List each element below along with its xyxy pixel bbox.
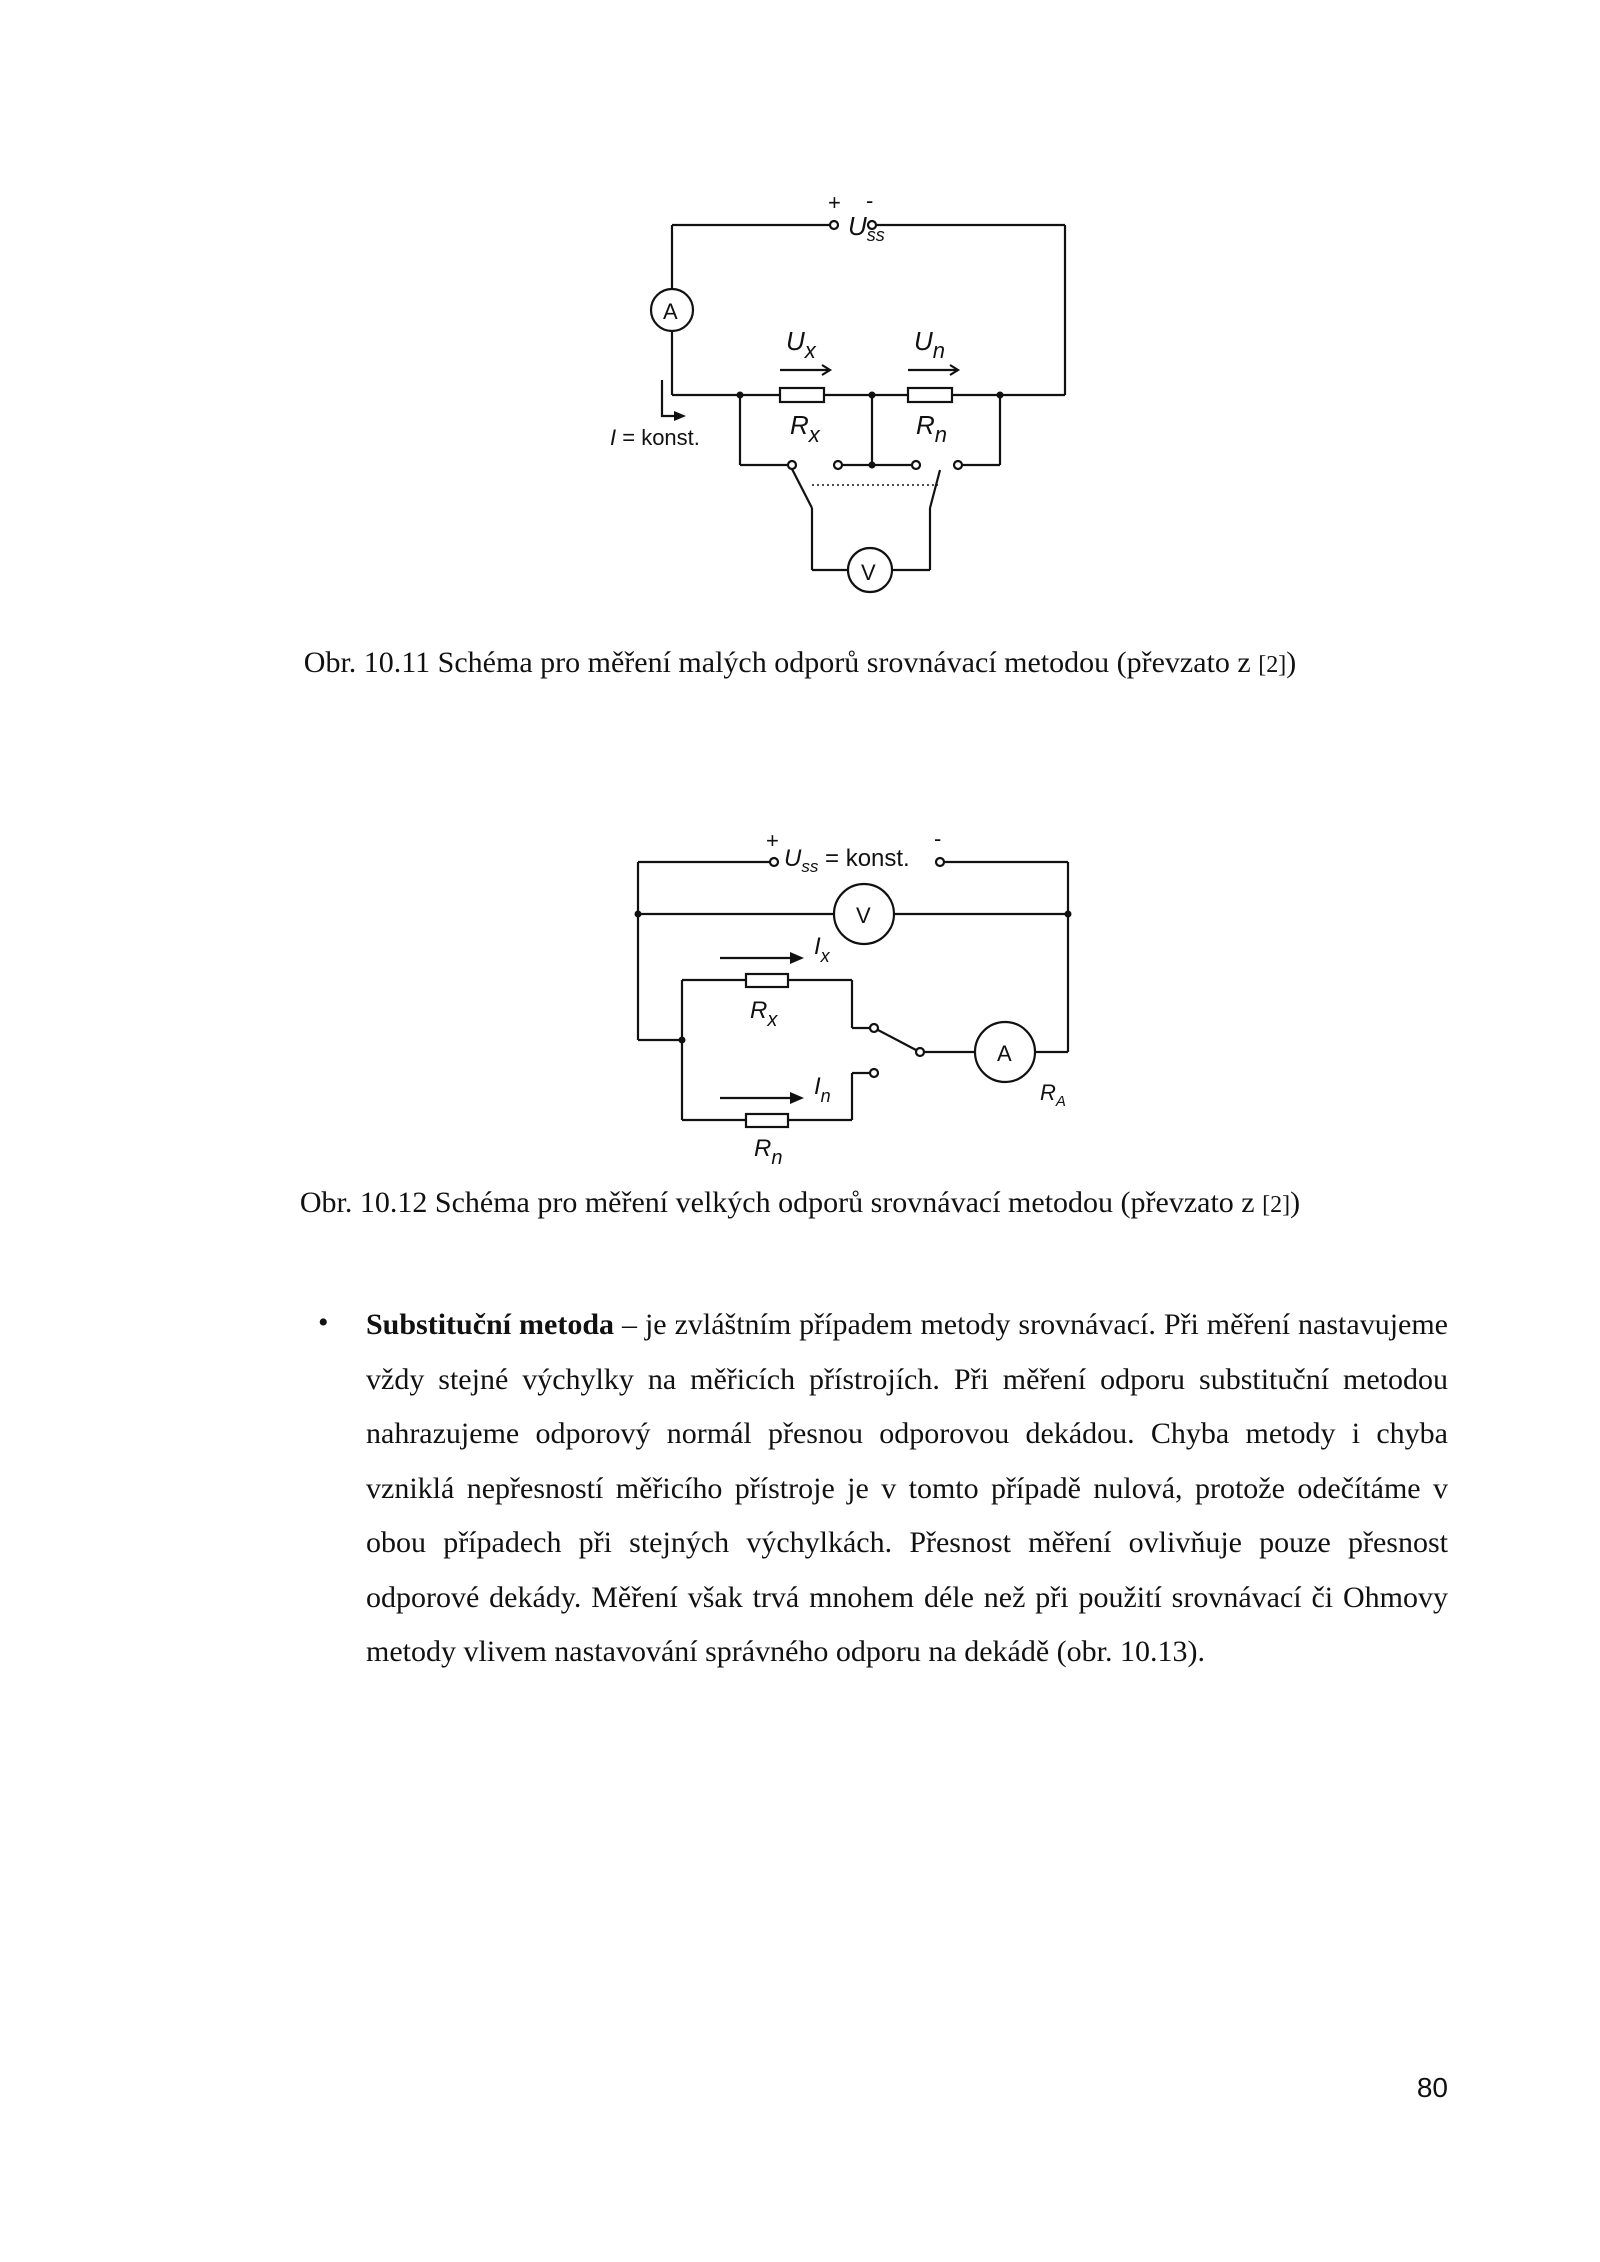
ammeter-label: A bbox=[663, 299, 678, 324]
citation-reference[interactable]: [2] bbox=[1258, 652, 1287, 678]
page-number: 80 bbox=[1416, 2072, 1448, 2103]
figure-10-12-caption: Obr. 10.12 Schéma pro měření velkých odporů srovnávací metodou (převzato z [2]) bbox=[299, 1186, 1301, 1219]
un-label: $U_n$ bbox=[914, 326, 946, 363]
figure-10-11-caption: Obr. 10.11 Schéma pro měření malých odporů srovnávací metodou (převzato z [2]) bbox=[303, 646, 1297, 679]
minus-terminal-label: - bbox=[866, 188, 874, 213]
figure-10-11 bbox=[590, 190, 1110, 620]
bullet-text: – je zvláštním případem metody srovnávací. Při měření nastavujeme vždy stejné výchylky na měřicích přístrojích. Při měření odporu substituční metodou nahrazujeme odporový normál přesnou odporovou dekádou. Chyba metody i chyba vzniklá nepřesností měřicího přístroje je v tomto případě nulová, protože odečítáme v obou případech při stejných výchylkách. Přesnost měření ovlivňuje pouze přesnost odporové dekády. Měření však trvá mnohem déle než při použití srovnávací či Ohmovy metody vlivem nastavování správného odporu na dekádě (obr. 10.13). bbox=[366, 1308, 1448, 1668]
plus-terminal-label: + bbox=[828, 190, 841, 215]
rn-label: $R_n$ bbox=[916, 410, 948, 447]
resistor-rn bbox=[746, 1114, 788, 1127]
voltmeter-label: V bbox=[861, 560, 876, 585]
bullet-term: Substituční metoda bbox=[366, 1308, 615, 1341]
resistor-rx bbox=[780, 388, 824, 402]
ra-label: $R_A$ bbox=[1040, 1080, 1066, 1110]
ix-label: $I_x$ bbox=[814, 933, 830, 966]
circuit-diagram-small-resistance bbox=[590, 190, 1110, 620]
figure-10-12 bbox=[620, 826, 1120, 1180]
paragraph-substitution-method bbox=[366, 1298, 1448, 1680]
minus-terminal-label: - bbox=[934, 826, 942, 851]
supply-voltage-label: $U_{ss}$ bbox=[848, 211, 885, 245]
bullet-list-item bbox=[318, 1298, 1448, 1710]
resistor-rn bbox=[908, 388, 952, 402]
rx-label: $R_x$ bbox=[790, 410, 820, 447]
bullet-icon: • bbox=[318, 1306, 329, 1339]
citation-reference[interactable]: [2] bbox=[1262, 1192, 1291, 1218]
in-label: $I_n$ bbox=[814, 1073, 831, 1106]
rx-label: $R_x$ bbox=[750, 997, 778, 1031]
voltmeter-label: V bbox=[856, 903, 871, 928]
rn-label: $R_n$ bbox=[754, 1135, 783, 1169]
resistor-rx bbox=[746, 974, 788, 987]
plus-terminal-label: + bbox=[766, 828, 779, 853]
circuit-diagram-large-resistance bbox=[620, 826, 1120, 1180]
supply-voltage-label: $U_{ss}$ = konst. bbox=[784, 845, 910, 876]
current-constant-label: I = konst. bbox=[610, 425, 700, 450]
ammeter-label: A bbox=[997, 1041, 1012, 1066]
ux-label: $U_x$ bbox=[786, 326, 816, 363]
